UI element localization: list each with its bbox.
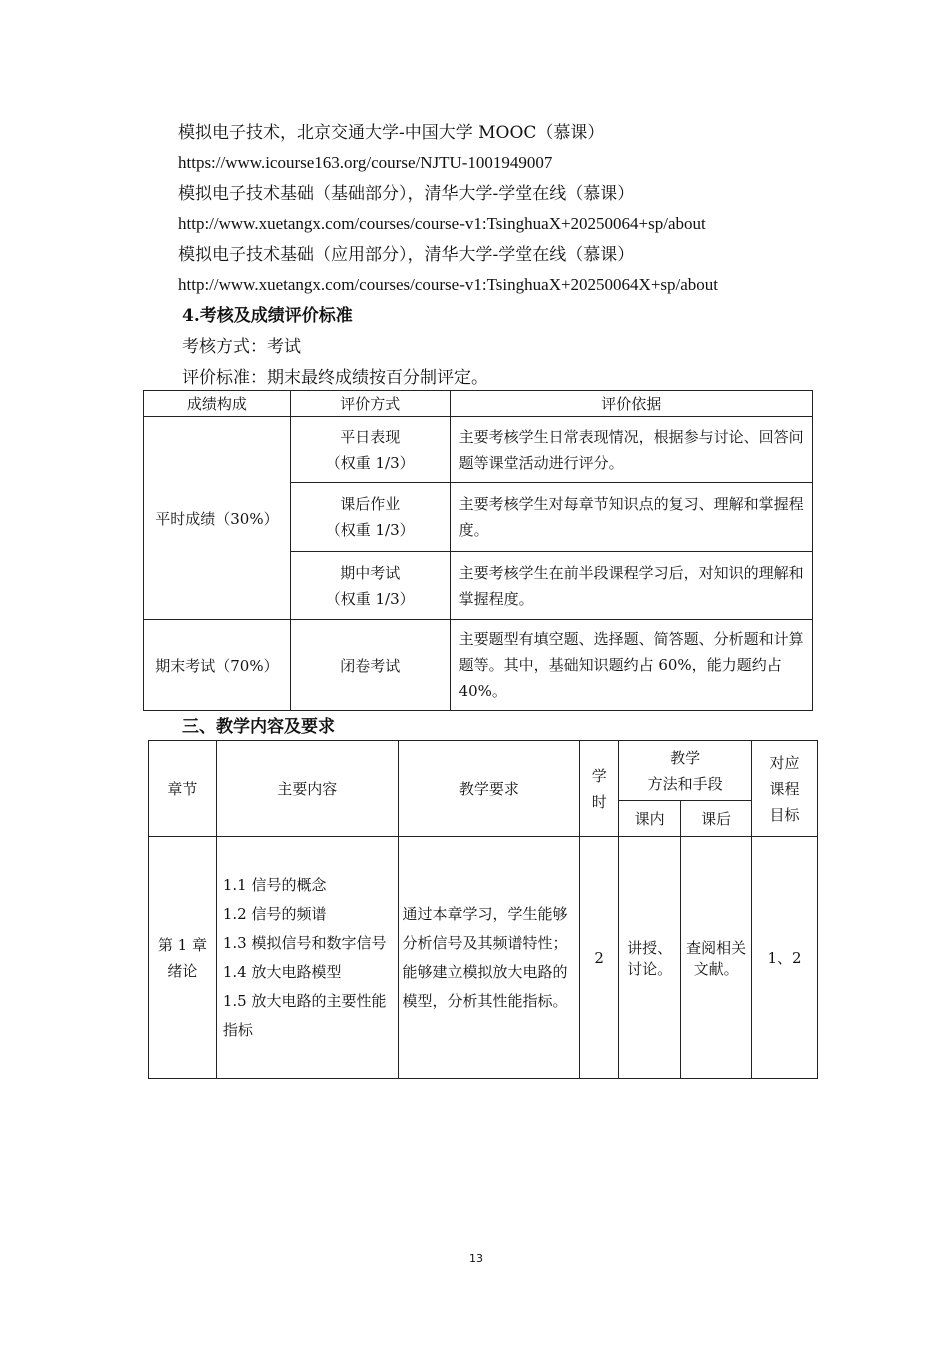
after-class-cell: 查阅相关文献。 bbox=[681, 837, 752, 1079]
table-row bbox=[149, 837, 818, 1079]
header-after-class: 课后 bbox=[681, 801, 752, 837]
basis-cell: 主要考核学生在前半段课程学习后，对知识的理解和掌握程度。 bbox=[450, 552, 812, 620]
resource-line-5: 模拟电子技术基础（应用部分），清华大学-学堂在线（慕课） bbox=[178, 245, 635, 265]
header-target bbox=[752, 741, 818, 837]
final-method: 闭卷考试 bbox=[290, 620, 450, 711]
header-teaching-method bbox=[619, 741, 752, 801]
group-regular: 平时成绩（30%） bbox=[144, 417, 291, 620]
content-table bbox=[148, 740, 818, 1079]
method-name: 平日表现 bbox=[340, 427, 401, 446]
main-content-cell bbox=[216, 837, 398, 1079]
target-cell: 1、2 bbox=[752, 837, 818, 1079]
method-name: 期中考试 bbox=[340, 563, 401, 582]
method-cell bbox=[290, 417, 450, 483]
assessment-method: 考核方式：考试 bbox=[182, 337, 301, 357]
method-weight: （权重 1/3） bbox=[325, 589, 415, 608]
page-number: 13 bbox=[469, 1252, 483, 1265]
content-item: 1.3 模拟信号和数字信号 bbox=[222, 933, 387, 952]
basis-cell: 主要考核学生日常表现情况，根据参与讨论、回答问题等课堂活动进行评分。 bbox=[450, 417, 812, 483]
header-method-line-2: 方法和手段 bbox=[647, 774, 723, 793]
header-basis: 评价依据 bbox=[450, 391, 812, 417]
hours-cell: 2 bbox=[580, 837, 619, 1079]
header-target-line-1: 对应 bbox=[769, 753, 800, 772]
final-basis: 主要题型有填空题、选择题、简答题、分析题和计算题等。其中，基础知识题约占 60%，能力题约占 40%。 bbox=[450, 620, 812, 711]
group-final: 期末考试（70%） bbox=[144, 620, 291, 711]
header-method: 评价方式 bbox=[290, 391, 450, 417]
method-cell bbox=[290, 483, 450, 552]
table-row bbox=[144, 620, 813, 711]
method-name: 课后作业 bbox=[340, 495, 401, 513]
header-requirement: 教学要求 bbox=[398, 741, 580, 837]
resource-line-4[interactable]: http://www.xuetangx.com/courses/course-v1:TsinghuaX+20250064+sp/about bbox=[178, 214, 706, 233]
header-target-line-2: 课程 bbox=[769, 779, 800, 798]
chapter-title: 绪论 bbox=[167, 961, 198, 980]
method-cell bbox=[290, 552, 450, 620]
header-chapter: 章节 bbox=[149, 741, 217, 837]
header-hours bbox=[580, 741, 619, 837]
resource-line-1: 模拟电子技术，北京交通大学-中国大学 MOOC（慕课） bbox=[178, 123, 605, 143]
chapter-cell bbox=[149, 837, 217, 1079]
assessment-heading: 4.考核及成绩评价标准 bbox=[182, 306, 353, 326]
header-target-line-3: 目标 bbox=[769, 805, 800, 824]
content-item: 1.4 放大电路模型 bbox=[222, 962, 342, 981]
header-main-content: 主要内容 bbox=[216, 741, 398, 837]
resource-line-2[interactable]: https://www.icourse163.org/course/NJTU-1001949007 bbox=[178, 153, 553, 172]
content-item: 1.2 信号的频谱 bbox=[222, 904, 327, 923]
chapter-number: 第 1 章 bbox=[157, 935, 207, 954]
content-item: 1.1 信号的概念 bbox=[222, 875, 327, 894]
header-hours-line-1: 学 bbox=[591, 766, 607, 785]
header-method-line-1: 教学 bbox=[670, 748, 701, 767]
header-in-class: 课内 bbox=[619, 801, 681, 837]
assessment-table bbox=[143, 390, 813, 711]
assessment-standard: 评价标准：期末最终成绩按百分制评定。 bbox=[182, 368, 488, 388]
table-row bbox=[144, 417, 813, 483]
resource-line-3: 模拟电子技术基础（基础部分），清华大学-学堂在线（慕课） bbox=[178, 184, 635, 204]
resource-line-6[interactable]: http://www.xuetangx.com/courses/course-v1:TsinghuaX+20250064X+sp/about bbox=[178, 275, 719, 294]
header-hours-line-2: 时 bbox=[591, 792, 607, 811]
method-weight: （权重 1/3） bbox=[325, 521, 415, 539]
content-item: 1.5 放大电路的主要性能指标 bbox=[222, 991, 387, 1039]
method-weight: （权重 1/3） bbox=[325, 453, 415, 472]
content-heading: 三、教学内容及要求 bbox=[182, 717, 335, 737]
header-composition: 成绩构成 bbox=[144, 391, 291, 417]
requirement-cell: 通过本章学习，学生能够分析信号及其频谱特性；能够建立模拟放大电路的模型，分析其性能指标。 bbox=[398, 837, 580, 1079]
basis-cell: 主要考核学生对每章节知识点的复习、理解和掌握程度。 bbox=[450, 483, 812, 552]
in-class-cell: 讲授、讨论。 bbox=[619, 837, 681, 1079]
